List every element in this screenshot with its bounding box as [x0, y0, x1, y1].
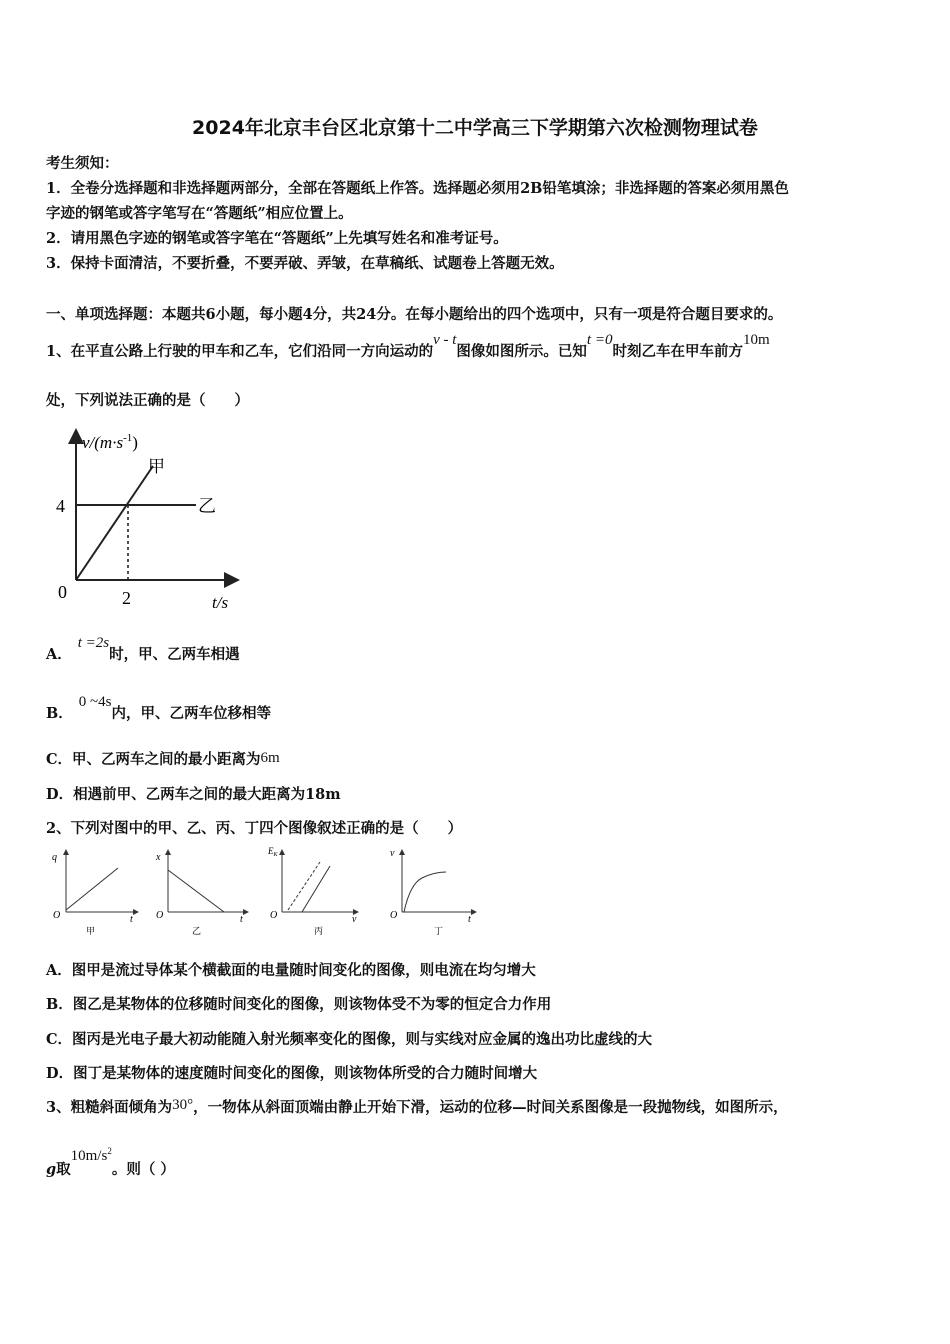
svg-text:t: t — [468, 914, 471, 925]
q2-bing-dashed — [288, 862, 320, 910]
q1-label-jia: 甲 — [148, 457, 165, 476]
svg-text:ν: ν — [352, 914, 357, 925]
q1-option-c-math: 6m — [260, 750, 280, 766]
q2-graphs — [48, 842, 488, 942]
q1-math-vt: v - t — [433, 332, 457, 348]
svg-text:O: O — [53, 910, 61, 921]
q2-option-a: A．图甲是流过导体某个横截面的电量随时间变化的图像，则电流在均匀增大 — [46, 962, 536, 979]
question-1-stem — [46, 332, 770, 361]
q1-option-c: C．甲、乙两车之间的最小距离为6m — [46, 750, 280, 768]
q2-graph-jia — [52, 850, 138, 936]
q1-label-yi: 乙 — [198, 496, 216, 516]
svg-text:甲: 甲 — [86, 926, 96, 936]
question-3-stem-cont: g取$10m/s^2$。则（ ） — [46, 1146, 175, 1178]
question-1-stem-cont: 处，下列说法正确的是（ ） — [46, 392, 249, 409]
q2-option-c: C．图丙是光电子最大初动能随入射光频率变化的图像，则与实线对应金属的逸出功比虚线的大 — [46, 1031, 653, 1048]
svg-text:O: O — [270, 910, 278, 921]
notice-item-1: 1．全卷分选择题和非选择题两部分，全部在答题纸上作答。选择题必须用2B铅笔填涂；非选择题的答案必须用黑色 — [46, 180, 789, 197]
svg-text:EK: $E_K$ — [268, 846, 278, 858]
q1-vt-graph — [48, 422, 248, 617]
section-heading: 一、单项选择题：本题共6小题，每小题4分，共24分。在每小题给出的四个选项中，只有一项是符合题目要求的。 — [46, 306, 783, 323]
q1-option-b: B．0 ~4s内，甲、乙两车位移相等 — [46, 694, 271, 722]
svg-text:丙: 丙 — [314, 926, 324, 936]
q1-x-label: t/s — [212, 593, 229, 612]
q1-origin: 0 — [58, 582, 67, 602]
notice-heading: 考生须知： — [46, 155, 119, 172]
question-3-stem: 3、粗糙斜面倾角为30°，一物体从斜面顶端由静止开始下滑，运动的位移—时间关系图像是一段抛物线，如图所示， — [46, 1097, 788, 1116]
q2-option-b: B．图乙是某物体的位移随时间变化的图像，则该物体受不为零的恒定合力作用 — [46, 996, 552, 1013]
q2-option-d: D．图丁是某物体的速度随时间变化的图像，则该物体所受的合力随时间增大 — [46, 1065, 538, 1082]
q2-jia-line — [66, 868, 118, 910]
q2-graph-ding — [390, 848, 476, 936]
q2-yi-line — [168, 870, 224, 912]
q2-ding-curve — [404, 872, 446, 912]
question-2-stem: 2、下列对图中的甲、乙、丙、丁四个图像叙述正确的是（ ） — [46, 820, 463, 837]
svg-text:x: x — [156, 852, 161, 863]
svg-text:乙: 乙 — [192, 926, 202, 936]
q1-y-tick-4: 4 — [56, 496, 65, 516]
svg-text:丁: 丁 — [434, 926, 444, 936]
q1-x-tick-2: 2 — [122, 588, 131, 608]
q1-text-c: 时刻乙车在甲车前方 — [612, 343, 743, 360]
notice-item-1-cont: 字迹的钢笔或答字笔写在“答题纸”相应位置上。 — [46, 205, 353, 222]
q3-math-angle: 30° — [172, 1097, 194, 1113]
q1-option-d: D．相遇前甲、乙两车之间的最大距离为18m — [46, 786, 341, 803]
q2-graph-bing — [267, 846, 358, 936]
svg-text:t: t — [240, 914, 243, 925]
notice-item-2: 2．请用黑色字迹的钢笔或答字笔在“答题纸”上先填写姓名和准考证号。 — [46, 230, 508, 247]
svg-text:v: v — [390, 848, 395, 859]
svg-text:O: O — [156, 910, 164, 921]
svg-text:O: O — [390, 910, 398, 921]
q1-y-label: $v/(m\cdot s^{-1})$ — [82, 432, 138, 452]
q1-line-jia — [76, 466, 153, 580]
q1-text-a: 1、在平直公路上行驶的甲车和乙车，它们沿同一方向运动的 — [46, 343, 434, 360]
q2-bing-solid — [302, 866, 330, 912]
page-title: 2024年北京丰台区北京第十二中学高三下学期第六次检测物理试卷 — [192, 117, 758, 139]
q1-option-a: A．t =2s时，甲、乙两车相遇 — [46, 635, 240, 663]
svg-text:q: q — [52, 852, 57, 863]
q1-math-10m: 10m — [742, 332, 770, 348]
notice-item-3: 3．保持卡面清洁，不要折叠，不要弄破、弄皱，在草稿纸、试题卷上答题无效。 — [46, 255, 564, 272]
q2-graph-yi — [155, 850, 248, 936]
q3-math-g: $10m/s^2$ — [70, 1146, 112, 1164]
q1-text-b: 图像如图所示。已知 — [456, 343, 587, 360]
q3-g: g — [46, 1161, 57, 1178]
q1-option-a-math: t =2s — [77, 635, 110, 651]
svg-text:t: t — [130, 914, 133, 925]
q1-math-t0: t =0 — [586, 332, 613, 348]
q1-option-b-math: 0 ~4s — [78, 694, 112, 710]
